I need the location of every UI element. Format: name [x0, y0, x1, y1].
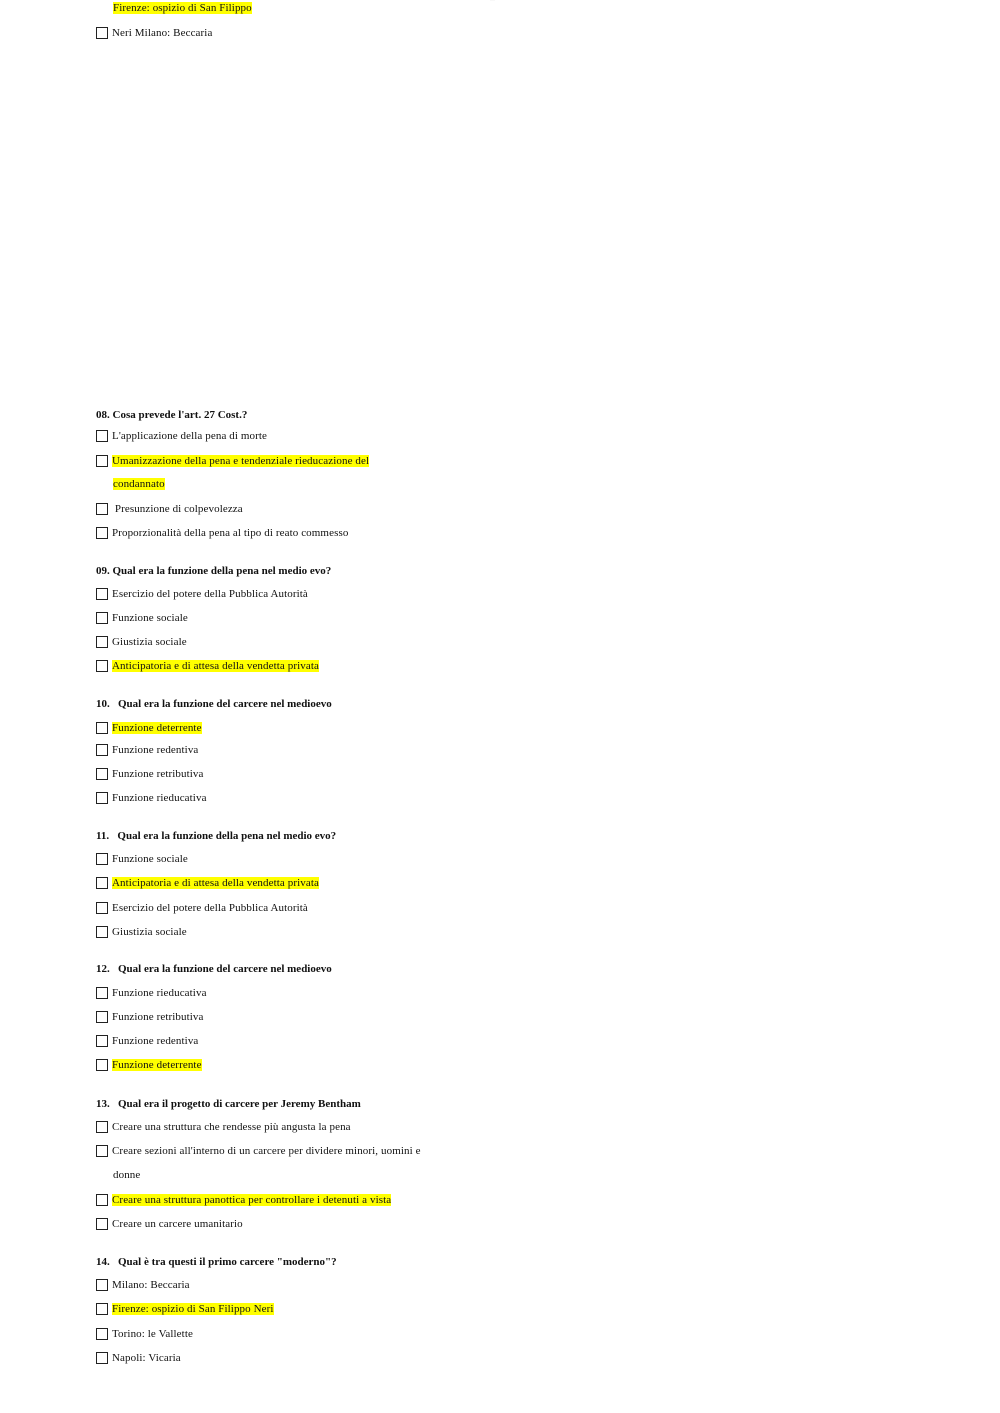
- option-label: Milano: Beccaria: [112, 1279, 190, 1291]
- question-title: 10. Qual era la funzione del carcere nel medioevo: [96, 698, 332, 710]
- list-item: [96, 1031, 198, 1051]
- list-item: [113, 474, 165, 494]
- checkbox[interactable]: [96, 1303, 108, 1315]
- list-item: [96, 1141, 421, 1161]
- option-label: Creare un carcere umanitario: [112, 1218, 243, 1230]
- list-item: [96, 656, 319, 676]
- list-item: [96, 898, 308, 918]
- list-item: [96, 1190, 391, 1210]
- checkbox[interactable]: [96, 1328, 108, 1340]
- checkbox[interactable]: [96, 926, 108, 938]
- checkbox[interactable]: [96, 1121, 108, 1133]
- option-label: Giustizia sociale: [112, 636, 187, 648]
- list-item: [96, 788, 207, 808]
- checkbox[interactable]: [96, 455, 108, 467]
- checkbox[interactable]: [96, 768, 108, 780]
- checkbox[interactable]: [96, 722, 108, 734]
- option-label: Presunzione di colpevolezza: [112, 503, 243, 515]
- checkbox[interactable]: [96, 744, 108, 756]
- list-item: [96, 1299, 274, 1319]
- list-item: [96, 1214, 243, 1234]
- list-item: [96, 451, 369, 471]
- checkbox[interactable]: [96, 503, 108, 515]
- question-title: 14. Qual è tra questi il primo carcere "moderno"?: [96, 1256, 337, 1268]
- list-item: [96, 1117, 351, 1137]
- list-item: [96, 849, 188, 869]
- option-label: Anticipatoria e di attesa della vendetta privata: [112, 660, 319, 672]
- list-item: [96, 523, 348, 543]
- option-label: Firenze: ospizio di San Filippo: [113, 2, 252, 14]
- option-label: Funzione retributiva: [112, 1011, 204, 1023]
- checkbox[interactable]: [96, 853, 108, 865]
- option-label: Firenze: ospizio di San Filippo Neri: [112, 1303, 274, 1315]
- option-label: Funzione retributiva: [112, 768, 204, 780]
- option-label: Funzione redentiva: [112, 1035, 199, 1047]
- checkbox[interactable]: [96, 1059, 108, 1071]
- list-item: [96, 426, 267, 446]
- checkbox[interactable]: [96, 430, 108, 442]
- checkbox[interactable]: [96, 636, 108, 648]
- checkbox[interactable]: [96, 792, 108, 804]
- list-item: [96, 584, 308, 604]
- option-label: condannato: [113, 478, 165, 490]
- list-item: [96, 499, 243, 519]
- list-item: [113, 0, 252, 18]
- checkbox[interactable]: [96, 1218, 108, 1230]
- checkbox[interactable]: [96, 1194, 108, 1206]
- checkbox[interactable]: [96, 1352, 108, 1364]
- option-label: Giustizia sociale: [112, 926, 187, 938]
- list-item: [96, 1055, 202, 1075]
- option-label: donne: [113, 1169, 141, 1181]
- list-item: [96, 764, 204, 784]
- question-title: 12. Qual era la funzione del carcere nel medioevo: [96, 963, 332, 975]
- checkbox[interactable]: [96, 1035, 108, 1047]
- option-label: Funzione rieducativa: [112, 792, 207, 804]
- option-label: Torino: le Vallette: [112, 1328, 193, 1340]
- option-label: Creare una struttura che rendesse più angusta la pena: [112, 1121, 351, 1133]
- option-label: Funzione rieducativa: [112, 987, 207, 999]
- list-item: [113, 1165, 140, 1185]
- list-item: [96, 1324, 193, 1344]
- option-label: Funzione deterrente: [112, 722, 202, 734]
- option-label: Napoli: Vicaria: [112, 1352, 181, 1364]
- list-item: [96, 983, 207, 1003]
- option-label: L'applicazione della pena di morte: [112, 430, 268, 442]
- list-item: [96, 608, 188, 628]
- option-label: Creare sezioni all'interno di un carcere per dividere minori, uomini e: [112, 1145, 421, 1157]
- question-title: 08. Cosa prevede l'art. 27 Cost.?: [96, 409, 248, 421]
- option-label: Funzione deterrente: [112, 1059, 202, 1071]
- checkbox[interactable]: [96, 877, 108, 889]
- checkbox[interactable]: [96, 1145, 108, 1157]
- question-title: 11. Qual era la funzione della pena nel medio evo?: [96, 830, 337, 842]
- option-label: Esercizio del potere della Pubblica Autorità: [112, 588, 308, 600]
- option-label: Funzione redentiva: [112, 744, 199, 756]
- checkbox[interactable]: [96, 27, 108, 39]
- option-label: Neri Milano: Beccaria: [112, 27, 213, 39]
- list-item: [96, 718, 202, 738]
- list-item: [96, 1348, 181, 1368]
- option-label: Funzione sociale: [112, 612, 188, 624]
- checkbox[interactable]: [96, 1279, 108, 1291]
- option-label: Esercizio del potere della Pubblica Autorità: [112, 902, 308, 914]
- option-label: Anticipatoria e di attesa della vendetta privata: [112, 877, 319, 889]
- option-label: Umanizzazione della pena e tendenziale rieducazione del: [112, 455, 370, 467]
- page-marker: ·····: [490, 0, 495, 3]
- list-item: [96, 632, 187, 652]
- option-label: Creare una struttura panottica per controllare i detenuti a vista: [112, 1194, 392, 1206]
- list-item: [96, 1007, 204, 1027]
- option-label: Funzione sociale: [112, 853, 188, 865]
- checkbox[interactable]: [96, 612, 108, 624]
- checkbox[interactable]: [96, 527, 108, 539]
- checkbox[interactable]: [96, 902, 108, 914]
- checkbox[interactable]: [96, 1011, 108, 1023]
- checkbox[interactable]: [96, 588, 108, 600]
- checkbox[interactable]: [96, 987, 108, 999]
- question-title: 13. Qual era il progetto di carcere per Jeremy Bentham: [96, 1098, 361, 1110]
- option-label: Proporzionalità della pena al tipo di reato commesso: [112, 527, 349, 539]
- list-item: [96, 1275, 190, 1295]
- list-item: [96, 922, 187, 942]
- list-item: [96, 23, 212, 43]
- checkbox[interactable]: [96, 660, 108, 672]
- list-item: [96, 873, 319, 893]
- question-title: 09. Qual era la funzione della pena nel medio evo?: [96, 565, 332, 577]
- list-item: [96, 740, 198, 760]
